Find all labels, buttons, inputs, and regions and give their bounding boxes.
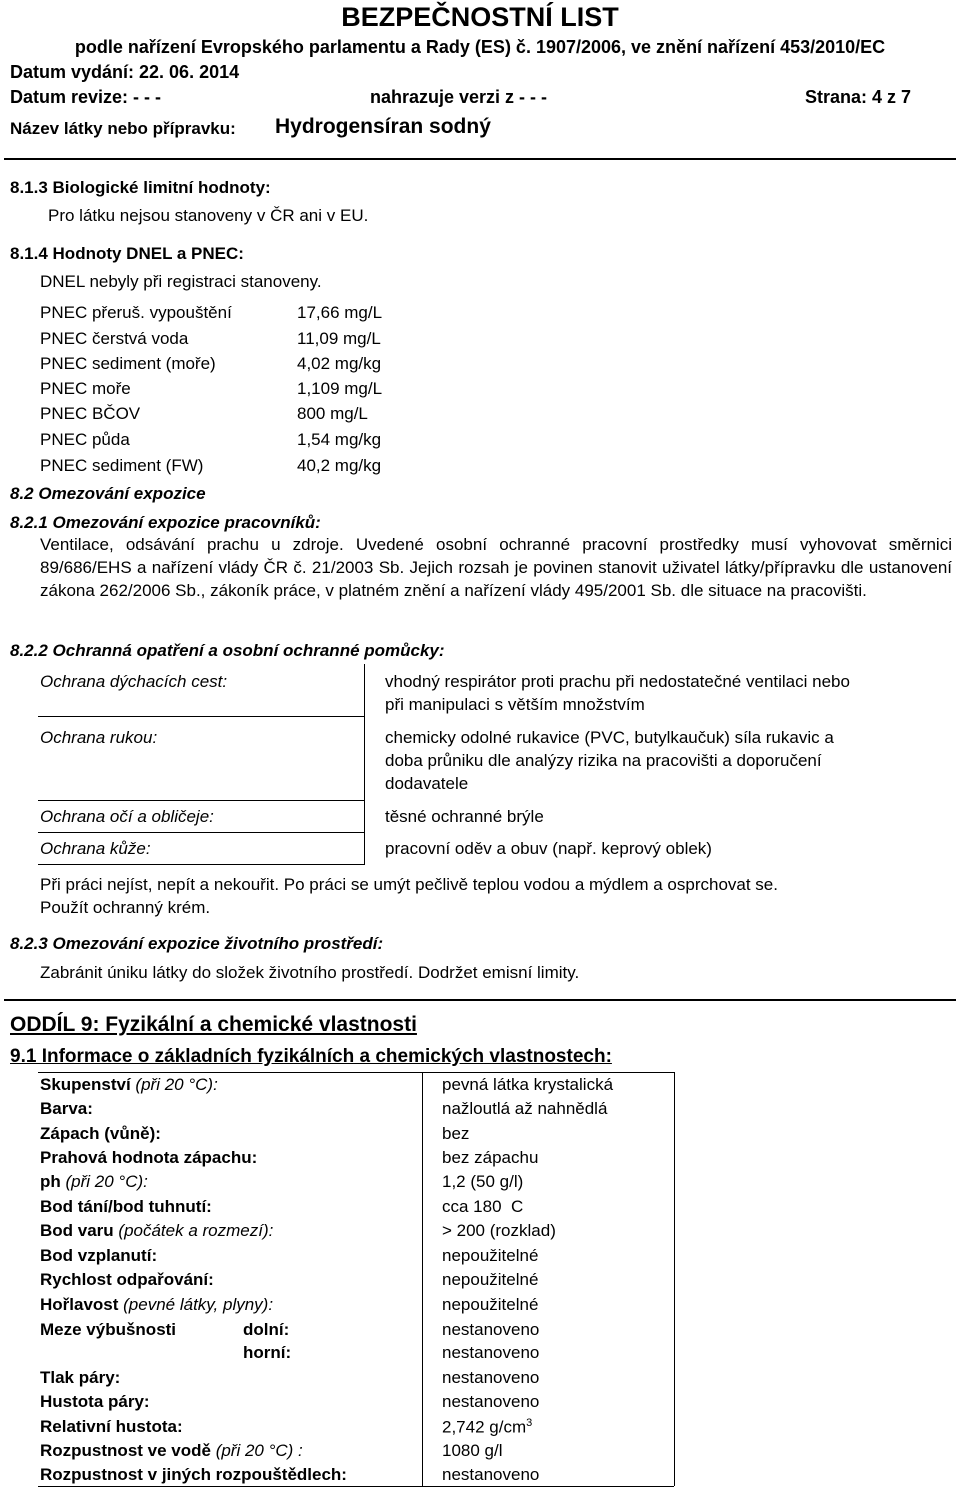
- prop-sublabel: horní:: [243, 1343, 292, 1362]
- prop-value: pevná látka krystalická: [442, 1075, 614, 1094]
- prop-label: Hustota páry:: [40, 1392, 150, 1411]
- pnec-value: 4,02 mg/kg: [297, 354, 382, 373]
- pnec-label: PNEC čerstvá voda: [40, 329, 189, 348]
- prop-label: Relativní hustota:: [40, 1417, 183, 1436]
- props-separator: [674, 1072, 675, 1486]
- prop-value: bez: [442, 1124, 470, 1143]
- issue-date: Datum vydání: 22. 06. 2014: [10, 62, 240, 82]
- section-8-1-3-text: Pro látku nejsou stanoveny v ČR ani v EU.: [48, 206, 369, 225]
- prop-label: Bod vzplanutí:: [40, 1246, 158, 1265]
- section-8-1-3-heading: 8.1.3 Biologické limitní hodnoty:: [10, 178, 271, 197]
- dnel-text: DNEL nebyly při registraci stanoveny.: [40, 272, 322, 291]
- section-8-2-3-heading: 8.2.3 Omezování expozice životního prostředí:: [10, 934, 384, 953]
- prop-value: nažloutlá až nahnědlá: [442, 1099, 608, 1118]
- prop-value: nestanoveno: [442, 1392, 540, 1411]
- hygiene-note: Při práci nejíst, nepít a nekouřit. Po práci se umýt pečlivě teplou vodou a mýdlem a osprchovat se.: [40, 875, 778, 894]
- hygiene-note: Použít ochranný krém.: [40, 898, 211, 917]
- section-8-2-1-heading: 8.2.1 Omezování expozice pracovníků:: [10, 513, 321, 532]
- ppe-value: při manipulaci s větším množstvím: [385, 695, 645, 714]
- pnec-value: 11,09 mg/L: [297, 329, 381, 348]
- substance-label: Název látky nebo přípravku:: [10, 119, 236, 138]
- ppe-label: Ochrana dýchacích cest:: [40, 672, 228, 691]
- section-8-2-1-text: Ventilace, odsávání prachu u zdroje. Uvedené osobní ochranné pracovní prostředky musí vyhovovat směrnici 89/686/EHS a nařízení vlády ČR č. 21/2003 Sb. Jejich rozsah je povinen stanovit uživatel látky/přípravku dle ustanovení zákona 262/2006 Sb., zákoník práce, v platném znění a nařízení vlády 495/2001 Sb. dle situace na pracovišti.: [40, 535, 952, 600]
- ppe-row-divider: [38, 716, 364, 717]
- prop-value: nepoužitelné: [442, 1270, 539, 1289]
- ppe-label: Ochrana očí a obličeje:: [40, 807, 214, 826]
- pnec-value: 800 mg/L: [297, 404, 368, 423]
- prop-value: nepoužitelné: [442, 1246, 539, 1265]
- pnec-label: PNEC sediment (moře): [40, 354, 216, 373]
- ppe-table-separator: [364, 664, 365, 865]
- props-top-border: [38, 1072, 674, 1073]
- replaces-version: nahrazuje verzi z - - -: [370, 87, 548, 107]
- pnec-value: 40,2 mg/kg: [297, 456, 382, 475]
- prop-label: Tlak páry:: [40, 1368, 121, 1387]
- header-divider: [4, 158, 956, 160]
- prop-label: Bod varu (počátek a rozmezí):: [40, 1221, 274, 1240]
- prop-label: Rychlost odpařování:: [40, 1270, 214, 1289]
- prop-label: ph (při 20 °C):: [40, 1172, 148, 1191]
- prop-value: nestanoveno: [442, 1343, 540, 1362]
- prop-label: Hořlavost (pevné látky, plyny):: [40, 1295, 274, 1314]
- prop-value: nepoužitelné: [442, 1295, 539, 1314]
- prop-label: Skupenství (při 20 °C):: [40, 1075, 218, 1094]
- section-divider: [4, 999, 956, 1001]
- pnec-label: PNEC BČOV: [40, 404, 141, 423]
- ppe-value: těsné ochranné brýle: [385, 807, 544, 826]
- pnec-label: PNEC sediment (FW): [40, 456, 204, 475]
- pnec-label: PNEC moře: [40, 379, 131, 398]
- ppe-value: dodavatele: [385, 774, 469, 793]
- revision-date: Datum revize: - - -: [10, 87, 162, 107]
- prop-value: 1080 g/l: [442, 1441, 503, 1460]
- ppe-value: chemicky odolné rukavice (PVC, butylkaučuk) síla rukavic a: [385, 728, 834, 747]
- section-8-2-3-text: Zabránit úniku látky do složek životního prostředí. Dodržet emisní limity.: [40, 963, 580, 982]
- ppe-row-divider: [38, 800, 364, 801]
- prop-value: bez zápachu: [442, 1148, 539, 1167]
- prop-value: nestanoveno: [442, 1320, 540, 1339]
- ppe-label: Ochrana rukou:: [40, 728, 158, 747]
- ppe-value: pracovní oděv a obuv (např. keprový oblek): [385, 839, 712, 858]
- regulation-line: podle nařízení Evropského parlamentu a Rady (ES) č. 1907/2006, ve znění nařízení 453/2010/EC: [74, 37, 886, 57]
- document-title: BEZPEČNOSTNÍ LIST: [341, 2, 619, 32]
- prop-value: 1,2 (50 g/l): [442, 1172, 524, 1191]
- pnec-label: PNEC půda: [40, 430, 130, 449]
- prop-value: cca 180 C: [442, 1197, 524, 1216]
- prop-value: nestanoveno: [442, 1368, 540, 1387]
- prop-label: Barva:: [40, 1099, 93, 1118]
- ppe-row-divider: [38, 864, 364, 865]
- prop-value: nestanoveno: [442, 1465, 540, 1484]
- section-8-2-2-heading: 8.2.2 Ochranná opatření a osobní ochranné pomůcky:: [10, 641, 445, 660]
- page-number: Strana: 4 z 7: [805, 87, 912, 107]
- prop-label: Bod tání/bod tuhnutí:: [40, 1197, 212, 1216]
- props-separator: [422, 1072, 423, 1486]
- ppe-value: doba průniku dle analýzy rizika na pracovišti a doporučení: [385, 751, 822, 770]
- section-9-title: ODDÍL 9: Fyzikální a chemické vlastnosti: [10, 1013, 417, 1036]
- prop-label: Prahová hodnota zápachu:: [40, 1148, 258, 1167]
- pnec-value: 1,109 mg/L: [297, 379, 383, 398]
- prop-sublabel: dolní:: [243, 1320, 290, 1339]
- prop-label: Meze výbušnosti: [40, 1320, 177, 1339]
- prop-value: 2,742 $g/cm^3$: [442, 1417, 533, 1437]
- substance-name: Hydrogensíran sodný: [275, 115, 491, 138]
- prop-label: Rozpustnost ve vodě (při 20 °C) :: [40, 1441, 303, 1460]
- ppe-value: vhodný respirátor proti prachu při nedostatečné ventilaci nebo: [385, 672, 850, 691]
- pnec-label: PNEC přeruš. vypouštění: [40, 303, 232, 322]
- section-8-2-heading: 8.2 Omezování expozice: [10, 484, 206, 503]
- ppe-label: Ochrana kůže:: [40, 839, 151, 858]
- pnec-value: 17,66 mg/L: [297, 303, 383, 322]
- prop-value: > 200 (rozklad): [442, 1221, 556, 1240]
- prop-label: Zápach (vůně):: [40, 1124, 161, 1143]
- prop-label: Rozpustnost v jiných rozpouštědlech:: [40, 1465, 347, 1484]
- props-bottom-border: [38, 1486, 674, 1487]
- ppe-row-divider: [38, 832, 364, 833]
- pnec-value: 1,54 mg/kg: [297, 430, 382, 449]
- section-8-1-4-heading: 8.1.4 Hodnoty DNEL a PNEC:: [10, 244, 244, 263]
- section-9-1-heading: 9.1 Informace o základních fyzikálních a chemických vlastnostech:: [10, 1046, 612, 1067]
